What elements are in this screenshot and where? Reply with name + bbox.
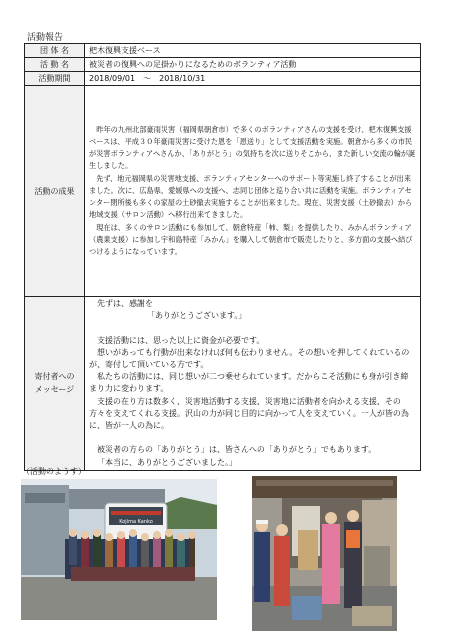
- results-paragraph: 昨年の九州北部豪雨災害（福岡県朝倉市）で多くのボランティアさんの支援を受け、杷木復興支援ベースは、平成３０年豪雨災害に受けた恩を「恩送り」として支援活動を実施。朝倉から多くの市民が災害ボランティアへさんか、「ありがとう」の気持ちを次に送りそこから、また新しい交流の輪が誕生しました。: [89, 124, 416, 171]
- row-organization: [25, 44, 421, 58]
- row-message: [25, 297, 421, 471]
- message-quote: 「ありがとうございます。」: [147, 311, 247, 321]
- report-heading: 活動報告: [27, 33, 64, 43]
- row-activity: [25, 58, 421, 72]
- period-label: 活動期間: [25, 72, 85, 86]
- message-paragraph: 想いがあっても行動が出来なければ何も伝わりません。その想いを押してくれているのが、寄付して頂いている方です。: [89, 347, 410, 369]
- message-opening: 先ずは、感謝を: [97, 299, 153, 308]
- org-label: 団 体 名: [25, 44, 85, 58]
- results-paragraph: 現在は、多くのサロン活動にも参加して、朝倉特産「柿、梨」を提供したり、みかんボランティア（農業支援）に参加し宇和島特産「みかん」を購入して朝倉市で販売したりと、多方面の支援へ結びつけるようになっています。: [89, 222, 413, 256]
- message-body: [85, 297, 421, 471]
- blank-line: [89, 432, 416, 444]
- message-label: 寄付者への メッセージ: [25, 297, 85, 471]
- report-table: [24, 43, 421, 471]
- photos-caption: （活動のようす）: [22, 467, 86, 476]
- blank-line: [89, 322, 416, 334]
- message-paragraph: 私たちの活動には、同じ想いが二つ乗せられています。だからこそ活動にも身が引き締まり力に変わります。: [89, 372, 409, 394]
- message-paragraph: 支援活動には、思った以上に資金が必要です。: [97, 335, 265, 345]
- org-value: 杷木復興支援ベース: [85, 44, 421, 58]
- message-closing: 「本当に、ありがとうございました。」: [97, 457, 237, 467]
- message-paragraph: 被災者の方らの「ありがとう」は、皆さんへの「ありがとう」でもあります。: [97, 445, 377, 455]
- group-photo: [21, 479, 217, 620]
- activity-label: 活 動 名: [25, 58, 85, 72]
- period-value: 2018/09/01 ～ 2018/10/31: [85, 72, 421, 86]
- activity-value: 被災者の復興への足掛かりになるためのボランティア活動: [85, 58, 421, 72]
- results-paragraph: 先ず、地元福岡県の災害地支援、ボランティアセンターへのサポート等実施し終了することが出来ました。次に、広島県、愛媛県への支援へ、志同じ団体と巡り合い共に活動を実施。ボランティアセンター閉所後も多くの家屋の土砂撤去実施することが出来ました。現在、災害支援（土砂撤去）から地域支援（サロン活動）へ移行出来てきました。: [89, 173, 413, 220]
- message-paragraph: 支援の在り方は数多く、災害地活動する支援、災害地に活動者を向かえる支援、その方々を支えてくれる支援。沢山の力が同じ目的に向かって人を支えていく。一人が皆の為に、皆が一人の為に。: [89, 396, 409, 431]
- bus-sign: Kojima Kanko: [119, 519, 153, 525]
- row-period: [25, 72, 421, 86]
- results-body: [85, 86, 421, 297]
- work-photo: [252, 476, 397, 631]
- results-label: 活動の成果: [25, 86, 85, 297]
- row-results: [25, 86, 421, 297]
